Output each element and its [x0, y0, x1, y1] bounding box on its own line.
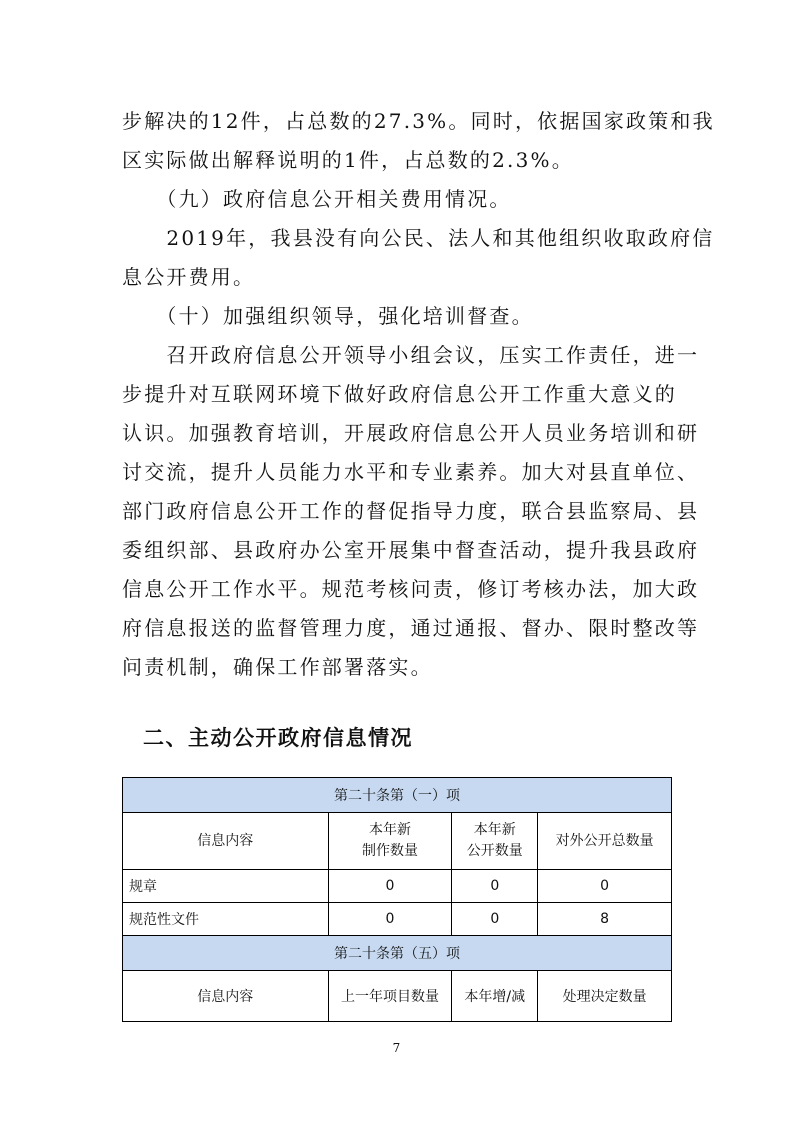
- column-header: 信息内容: [123, 971, 329, 1022]
- section-heading: 二、主动公开政府信息情况: [143, 726, 413, 750]
- table-row: [123, 870, 672, 903]
- section-title: 第二十条第（一）项: [123, 778, 672, 813]
- text-line: 召开政府信息公开领导小组会议，压实工作责任，进一: [122, 343, 700, 367]
- cell-value: 0: [538, 870, 672, 903]
- column-header: 上一年项目数量: [328, 971, 452, 1022]
- column-header: [452, 813, 538, 870]
- table-section-row: [123, 778, 672, 813]
- text-line: 府信息报送的监督管理力度，通过通报、督办、限时整改等: [122, 616, 700, 640]
- column-header: 处理决定数量: [538, 971, 672, 1022]
- paragraph: [122, 297, 678, 336]
- row-label: 规范性文件: [123, 903, 329, 936]
- column-header: 对外公开总数量: [538, 813, 672, 870]
- text-line: 委组织部、县政府办公室开展集中督查活动，提升我县政府: [122, 538, 700, 562]
- header-text: 本年新 公开数量: [466, 822, 523, 859]
- column-header: 信息内容: [123, 813, 329, 870]
- column-header: [328, 813, 452, 870]
- text-line: 信息公开工作水平。规范考核问责，修订考核办法，加大政: [122, 577, 700, 601]
- text-line: 2019年，我县没有向公民、法人和其他组织收取政府信: [122, 226, 715, 250]
- paragraph: [122, 102, 715, 180]
- text-line: 区实际做出解释说明的1件，占总数的2.3%。: [122, 148, 574, 172]
- cell-value: 8: [538, 903, 672, 936]
- table-header-row: [123, 971, 672, 1022]
- section-title: 第二十条第（五）项: [123, 936, 672, 971]
- table-section-row: [123, 936, 672, 971]
- paragraph: [122, 336, 700, 687]
- paragraph: [122, 180, 678, 219]
- column-header: 本年增/减: [452, 971, 538, 1022]
- text-line: （九）政府信息公开相关费用情况。: [122, 187, 512, 211]
- row-label: 规章: [123, 870, 329, 903]
- paragraph: [122, 219, 715, 297]
- text-line: 部门政府信息公开工作的督促指导力度，联合县监察局、县: [122, 499, 700, 523]
- cell-value: 0: [328, 870, 452, 903]
- text-line: 息公开费用。: [122, 265, 256, 289]
- text-line: （十）加强组织领导，强化培训督查。: [122, 304, 534, 328]
- text-line: 步解决的12件，占总数的27.3%。同时，依据国家政策和我: [122, 109, 715, 133]
- cell-value: 0: [452, 903, 538, 936]
- cell-value: 0: [328, 903, 452, 936]
- text-line: 讨交流，提升人员能力水平和专业素养。加大对县直单位、: [122, 460, 700, 484]
- info-table: [122, 777, 672, 1022]
- page-number: 7: [392, 1041, 401, 1055]
- cell-value: 0: [452, 870, 538, 903]
- table-row: [123, 903, 672, 936]
- text-line: 认识。加强教育培训，开展政府信息公开人员业务培训和研: [122, 421, 700, 445]
- header-text: 本年新 制作数量: [361, 822, 418, 859]
- text-line: 问责机制，确保工作部署落实。: [122, 655, 433, 679]
- table-header-row: [123, 813, 672, 870]
- text-line: 步提升对互联网环境下做好政府信息公开工作重大意义的: [122, 382, 677, 406]
